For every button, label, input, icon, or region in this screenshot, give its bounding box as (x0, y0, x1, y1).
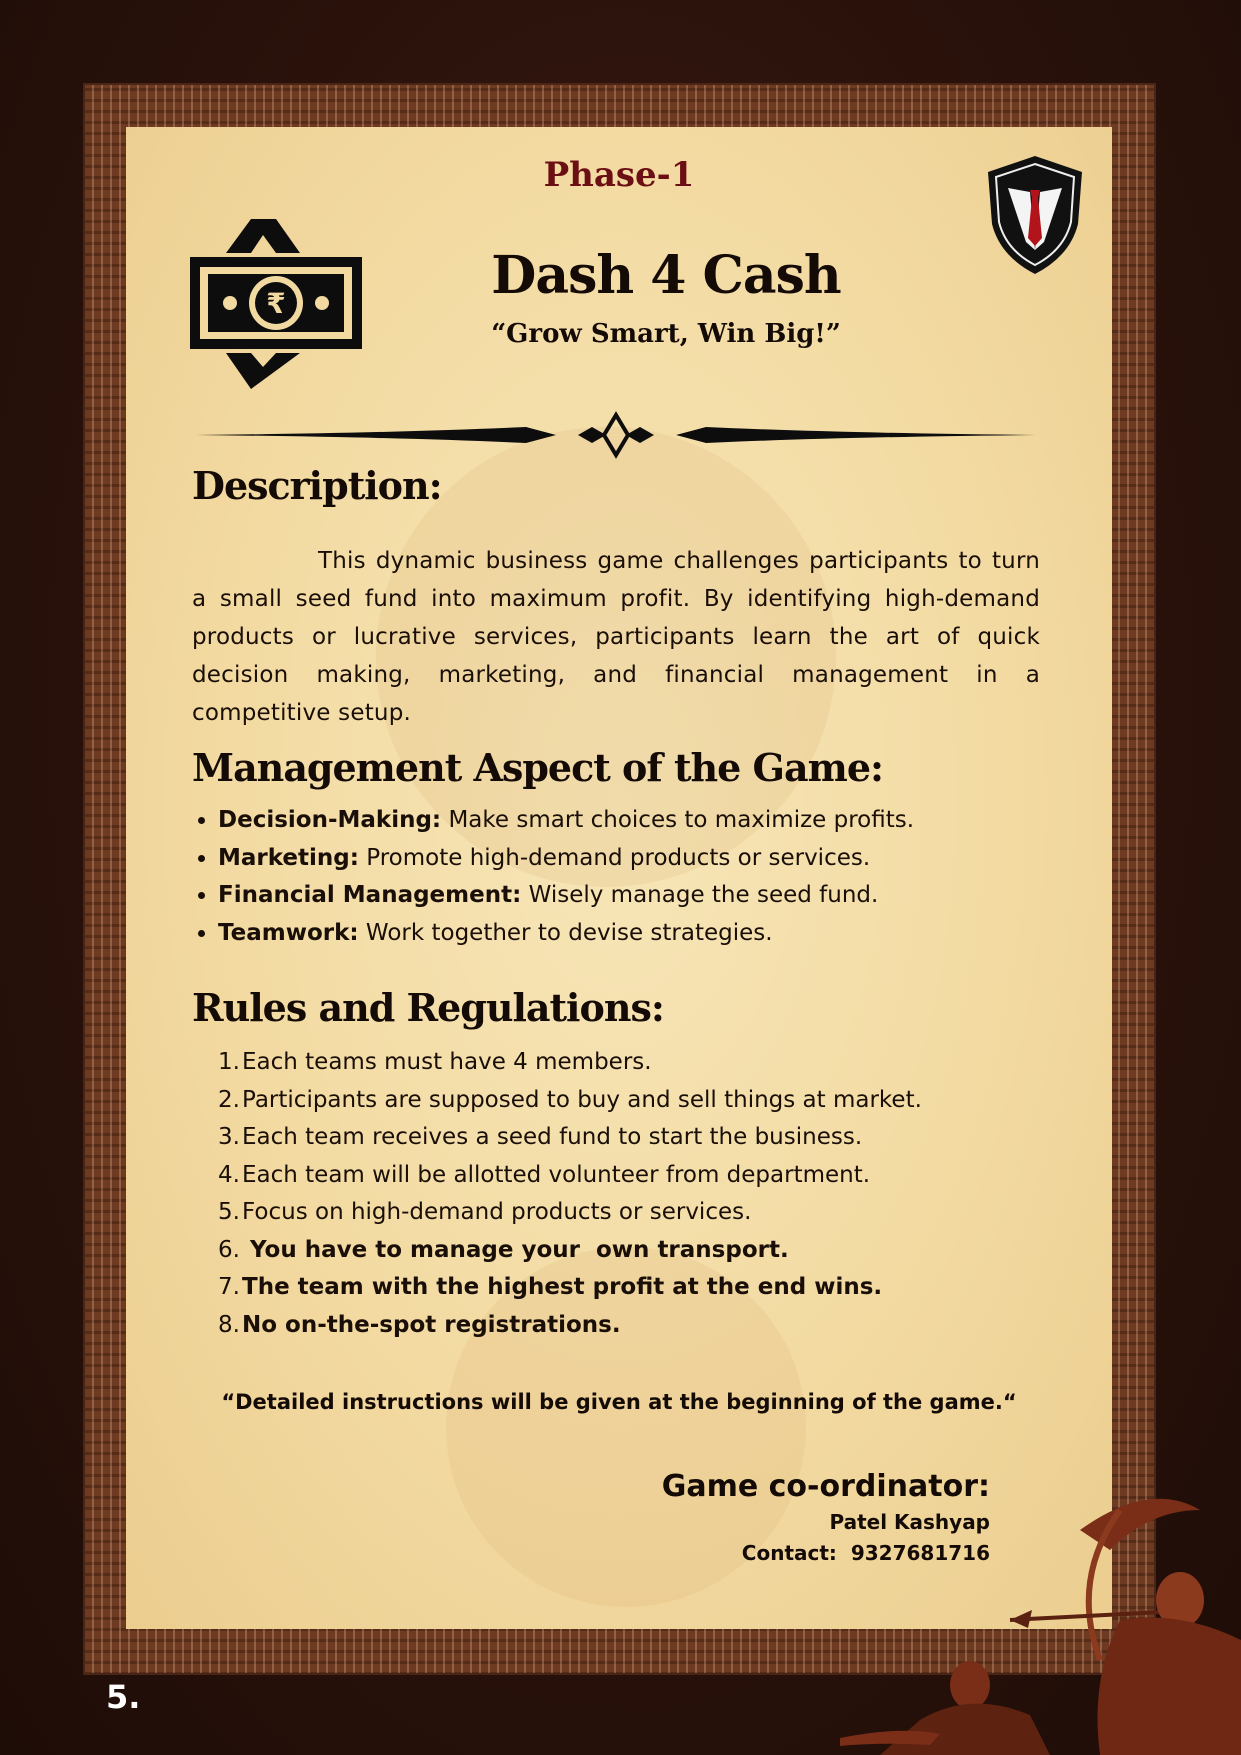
list-item-number: 2. (218, 1086, 240, 1113)
list-item-number: 5. (218, 1199, 240, 1225)
list-item (218, 915, 1078, 953)
list-item (212, 1307, 1072, 1345)
instructions-note: “Detailed instructions will be given at the beginning of the game.“ (221, 1390, 1017, 1414)
list-item-text: Promote high-demand products or services. (358, 844, 871, 871)
list-item (212, 1082, 1072, 1120)
list-item-text: Work together to devise strategies. (358, 919, 773, 946)
list-item-number: 3. (218, 1124, 240, 1150)
coordinator-contact: Contact: 9327681716 (741, 1541, 990, 1565)
description-text: This dynamic business game challenges participants to turn a small seed fund into maximum profit. By identifying high-demand products or lucrative services, participants learn the art of quick decision making, marketing, and financial management in a competitive setup. (192, 548, 1040, 726)
list-item (212, 1119, 1072, 1157)
list-item (212, 1232, 1072, 1270)
list-item-text: The team with the highest profit at the end wins. (242, 1274, 883, 1300)
list-item (218, 877, 1078, 915)
rules-list (212, 1044, 1072, 1344)
list-item (218, 840, 1078, 878)
list-item (212, 1269, 1072, 1307)
archer-illustration (820, 1490, 1241, 1755)
list-item-text: Each team receives a seed fund to start the business. (242, 1124, 863, 1150)
coordinator-name: Patel Kashyap (829, 1510, 990, 1534)
list-item-number: 8. (218, 1311, 240, 1338)
list-item-text: Each team will be allotted volunteer from department. (242, 1161, 871, 1188)
game-tagline: “Grow Smart, Win Big!” (491, 319, 841, 349)
page-number: 5. (106, 1678, 141, 1716)
phase-label: Phase-1 (543, 155, 695, 195)
shield-tie-logo-icon (986, 154, 1084, 276)
list-item-number: 4. (218, 1161, 240, 1188)
list-item-term: Teamwork: (218, 919, 359, 946)
list-item-text: No on-the-spot registrations. (242, 1311, 621, 1338)
rupee-banknote-icon (190, 217, 362, 389)
list-item-text: You have to manage your own transport. (242, 1236, 789, 1263)
game-title: Dash 4 Cash (491, 245, 841, 306)
list-item (218, 802, 1078, 840)
coordinator-heading: Game co-ordinator: (661, 1469, 990, 1504)
management-list (192, 802, 1078, 952)
rules-heading: Rules and Regulations: (192, 985, 664, 1030)
management-heading: Management Aspect of the Game: (192, 745, 884, 790)
list-item (212, 1194, 1072, 1232)
list-item-term: Marketing: (218, 844, 359, 871)
ornamental-divider (196, 411, 1036, 459)
list-item-text: Participants are supposed to buy and sell things at market. (242, 1086, 922, 1113)
list-item-number: 7. (218, 1274, 240, 1300)
list-item-text: Wisely manage the seed fund. (521, 882, 879, 908)
list-item-text: Each teams must have 4 members. (242, 1049, 652, 1075)
list-item-number: 1. (218, 1049, 240, 1075)
svg-text:₹: ₹ (266, 287, 286, 320)
content-page (126, 127, 1112, 1629)
list-item-term: Decision-Making: (218, 807, 442, 833)
list-item (212, 1157, 1072, 1195)
description-heading: Description: (192, 463, 442, 508)
list-item-text: Make smart choices to maximize profits. (441, 807, 915, 833)
list-item-text: Focus on high-demand products or services. (242, 1199, 752, 1225)
list-item-number: 6. (218, 1236, 240, 1263)
list-item-term: Financial Management: (218, 882, 522, 908)
list-item (212, 1044, 1072, 1082)
